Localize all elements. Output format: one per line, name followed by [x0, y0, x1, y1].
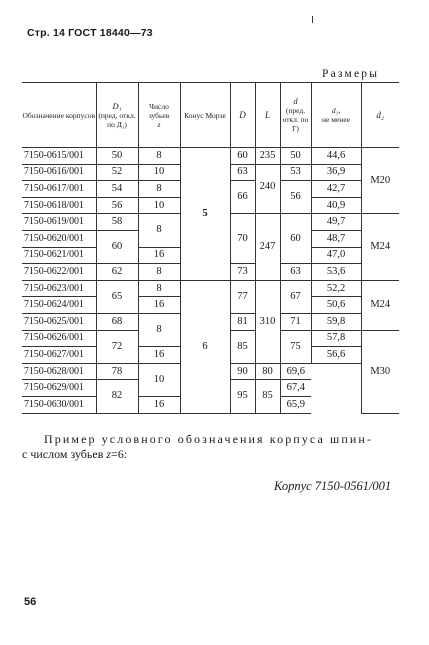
cell-d1min: 36,9 [311, 164, 361, 181]
margin-mark [312, 16, 313, 23]
table-header-row [22, 83, 399, 148]
cell-z: 8 [138, 148, 180, 165]
cell-L: 247 [255, 214, 280, 280]
cell-z: 8 [138, 280, 180, 297]
cell-designation: 7150-0623/001 [22, 280, 96, 297]
table-row [22, 280, 399, 297]
cell-designation: 7150-0619/001 [22, 214, 96, 231]
cell-d: 80 [255, 363, 280, 380]
cell-d1min: 69,6 [280, 363, 311, 380]
cell-designation: 7150-0629/001 [22, 380, 96, 397]
cell-L: 310 [255, 280, 280, 363]
cell-designation: 7150-0620/001 [22, 230, 96, 247]
cell-z: 8 [138, 264, 180, 281]
cell-D: 70 [230, 214, 255, 264]
example-text-line2: с числом зубьев z=6: [22, 447, 128, 461]
cell-d1min: 52,2 [311, 280, 361, 297]
cell-d1min: 65,9 [280, 396, 311, 413]
cell-d: 67 [280, 280, 311, 313]
cell-d1min: 49,7 [311, 214, 361, 231]
example-designation: Корпус 7150-0561/001 [274, 479, 392, 493]
cell-d1min: 57,8 [311, 330, 361, 347]
cell-z: 16 [138, 247, 180, 264]
cell-d1: 72 [96, 330, 138, 363]
cell-d1: 50 [96, 148, 138, 165]
cell-D: 90 [230, 363, 255, 380]
header-d2: d₂ [361, 83, 399, 148]
example-text-line1: Пример условного обозначения корпуса шпин- [44, 432, 374, 446]
header-d1: D₁ (пред. откл. по Д₁) [96, 83, 138, 148]
cell-d1min: 56,6 [311, 347, 361, 364]
cell-D: 73 [230, 264, 255, 281]
cell-designation: 7150-0630/001 [22, 396, 96, 413]
cell-designation: 7150-0622/001 [22, 264, 96, 281]
cell-designation: 7150-0617/001 [22, 181, 96, 198]
cell-d: 56 [280, 181, 311, 214]
cell-z: 8 [138, 313, 180, 346]
cell-d1min: 42,7 [311, 181, 361, 198]
cell-D: 85 [230, 330, 255, 363]
header-L: L [255, 83, 280, 148]
cell-z: 16 [138, 297, 180, 314]
cell-d1min: 59,8 [311, 313, 361, 330]
table-caption: Размеры [322, 68, 380, 80]
cell-D: 77 [230, 280, 255, 313]
cell-d1min: 53,6 [311, 264, 361, 281]
cell-d2: M30 [361, 330, 399, 413]
cell-d: 85 [255, 380, 280, 413]
cell-d1: 78 [96, 363, 138, 380]
cell-d1: 54 [96, 181, 138, 198]
header-d: d (пред. откл. по Г) [280, 83, 311, 148]
cell-D: 60 [230, 148, 255, 165]
cell-designation: 7150-0627/001 [22, 347, 96, 364]
cell-d: 53 [280, 164, 311, 181]
cell-d1: 68 [96, 313, 138, 330]
cell-designation: 7150-0615/001 [22, 148, 96, 165]
cell-d1: 56 [96, 197, 138, 214]
cell-d: 60 [280, 214, 311, 264]
dimensions-table-container [22, 82, 399, 414]
page-header: Стр. 14 ГОСТ 18440—73 [27, 27, 153, 39]
cell-designation: 7150-0626/001 [22, 330, 96, 347]
page-number: 56 [24, 596, 37, 608]
cell-d: 71 [280, 313, 311, 330]
cell-d1: 65 [96, 280, 138, 313]
cell-designation: 7150-0618/001 [22, 197, 96, 214]
cell-D: 95 [230, 380, 255, 413]
header-morse: Конус Морзе [180, 83, 230, 148]
cell-d1min: 50,6 [311, 297, 361, 314]
header-designation: Обозначение корпусов [22, 83, 96, 148]
cell-designation: 7150-0628/001 [22, 363, 96, 380]
cell-d1: 60 [96, 230, 138, 263]
cell-d1min: 44,6 [311, 148, 361, 165]
dimensions-table [22, 82, 399, 414]
cell-d2: M20 [361, 148, 399, 214]
cell-L: 240 [255, 181, 280, 214]
cell-d1min: 47,0 [311, 247, 361, 264]
cell-D: 63 [230, 164, 255, 181]
cell-designation: 7150-0621/001 [22, 247, 96, 264]
cell-d: 75 [280, 330, 311, 363]
table-row [22, 148, 399, 165]
cell-d: 50 [280, 148, 311, 165]
cell-d1min: 48,7 [311, 230, 361, 247]
cell-L: 235 [255, 148, 280, 165]
cell-z: 10 [138, 197, 180, 214]
header-teeth: Число зубьев z [138, 83, 180, 148]
cell-L [255, 164, 280, 181]
cell-designation: 7150-0624/001 [22, 297, 96, 314]
cell-d: 63 [280, 264, 311, 281]
cell-morse: 6 [180, 280, 230, 413]
cell-z: 16 [138, 396, 180, 413]
cell-z: 16 [138, 347, 180, 364]
cell-designation: 7150-0625/001 [22, 313, 96, 330]
header-D: D [230, 83, 255, 148]
cell-d1: 82 [96, 380, 138, 413]
cell-d1: 62 [96, 264, 138, 281]
header-d1-min: d₁, не менее [311, 83, 361, 148]
cell-z: 10 [138, 164, 180, 181]
cell-d1: 52 [96, 164, 138, 181]
cell-morse: 5 [180, 148, 230, 281]
cell-z: 8 [138, 181, 180, 198]
cell-d1min: 40,9 [311, 197, 361, 214]
cell-D: 81 [230, 313, 255, 330]
cell-designation: 7150-0616/001 [22, 164, 96, 181]
cell-z: 10 [138, 363, 180, 396]
cell-d1min: 67,4 [280, 380, 311, 397]
cell-D: 66 [230, 181, 255, 214]
cell-z: 8 [138, 214, 180, 247]
cell-d2: M24 [361, 280, 399, 330]
cell-d1: 58 [96, 214, 138, 231]
cell-d2: M24 [361, 214, 399, 280]
